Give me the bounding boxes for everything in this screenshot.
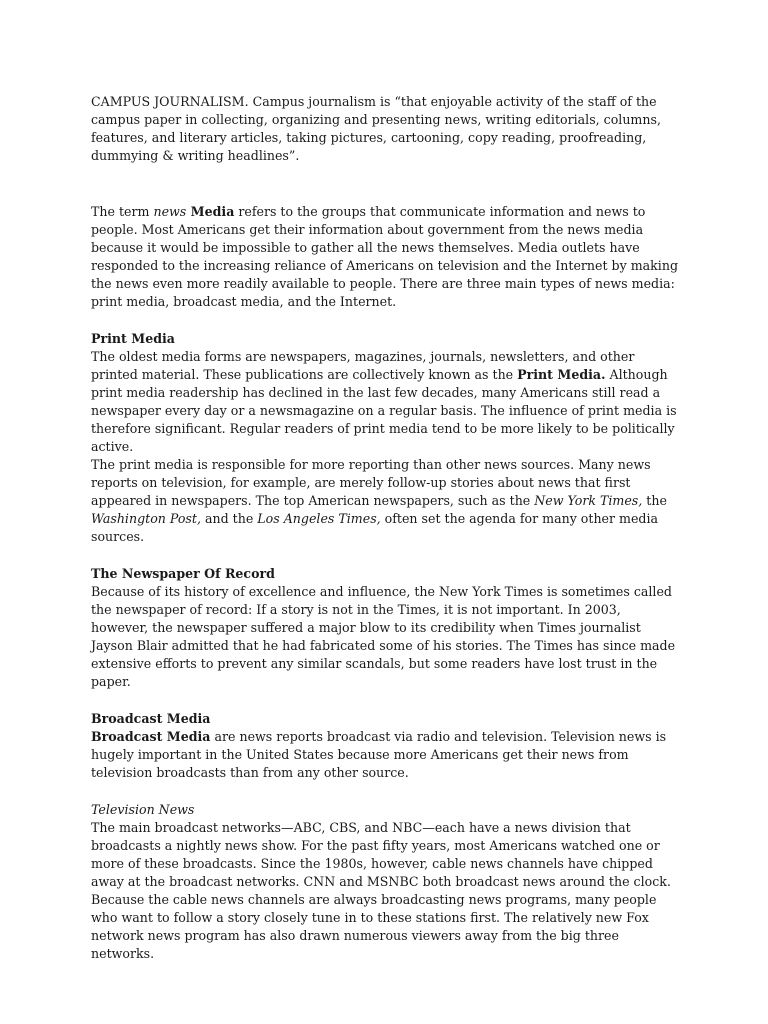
washington-post-title: Washington Post, (91, 511, 201, 526)
news-term: news (153, 204, 187, 219)
print-media-text: The oldest media forms are newspapers, magazines, journals, newsletters, and other printed material. These publications are collectively known as the (91, 349, 635, 382)
la-times-title: Los Angeles Times, (257, 511, 381, 526)
print-media-text: The print media is responsible for more reporting than other news sources. Many news reports on television, for example, are merely follow-up stories about news that first appeared in newspapers. The top American newspapers, such as the (91, 457, 651, 508)
broadcast-media-text: are news reports broadcast via radio and television. Television news is hugely important in the United States because more Americans get their news from television broadcasts than from any other source. (91, 729, 667, 780)
news-media-body: refers to the groups that communicate information and news to people. Most Americans get their information about government from the news media because it would be impossible to gather all the news themselves. Media outlets have responded to the increasing reliance of Americans on television and the Internet by making the news even more readily available to people. There are three main types of news media: print media, broadcast media, and the Internet. (91, 204, 679, 309)
media-term: Media (186, 204, 235, 219)
spacer (91, 691, 681, 710)
television-news-paragraph: The main broadcast networks—ABC, CBS, and NBC—each have a news division that broadcasts a nightly news show. For the past fifty years, most Americans watched one or more of these broadcasts. Since the 1980s, however, cable news channels have chipped away at the broadcast networks. CNN and MSNBC both broadcast news around the clock. Because the cable news channels are always broadcasting news programs, many people who want to follow a story closely tune in to these stations first. The relatively new Fox network news program has also drawn numerous viewers away from the big three networks. (91, 820, 671, 961)
spacer (91, 546, 681, 565)
print-media-text: and the (200, 511, 258, 526)
print-media-heading: Print Media (91, 331, 175, 346)
spacer (91, 311, 681, 330)
television-news-heading: Television News (91, 802, 195, 817)
newspaper-of-record-heading: The Newspaper Of Record (91, 566, 275, 581)
news-media-lead: The term (91, 204, 154, 219)
nyt-title: New York Times, (534, 493, 643, 508)
broadcast-media-heading: Broadcast Media (91, 711, 211, 726)
print-media-text: Although print media readership has declined in the last few decades, many Americans still read a newspaper every day or a newsmagazine on a regular basis. The influence of print media is therefore significant. Regular readers of print media tend to be more likely to be politically active. (91, 367, 677, 454)
intro-paragraph: CAMPUS JOURNALISM. Campus journalism is “that enjoyable activity of the staff of the campus paper in collecting, organizing and presenting news, writing editorials, columns, features, and literary articles, taking pictures, cartooning, copy reading, proofreading, dummying & writing headlines”. (91, 94, 661, 163)
spacer (91, 165, 681, 203)
print-media-paragraph-1 (91, 348, 681, 456)
broadcast-media-paragraph (91, 728, 681, 782)
broadcast-media-term: Broadcast Media (91, 729, 211, 744)
spacer (91, 782, 681, 801)
document-page (91, 93, 681, 963)
news-media-paragraph (91, 203, 681, 311)
print-media-paragraph-2 (91, 456, 681, 546)
print-media-text: often set the agenda for many other media sources. (91, 511, 659, 544)
print-media-term: Print Media. (517, 367, 606, 382)
newspaper-of-record-paragraph: Because of its history of excellence and influence, the New York Times is sometimes called the newspaper of record: If a story is not in the Times, it is not important. In 2003, however, the newspaper suffered a major blow to its credibility when Times journalist Jayson Blair admitted that he had fabricated some of his stories. The Times has since made extensive efforts to prevent any similar scandals, but some readers have lost trust in the paper. (91, 584, 676, 689)
print-media-text: the (642, 493, 667, 508)
